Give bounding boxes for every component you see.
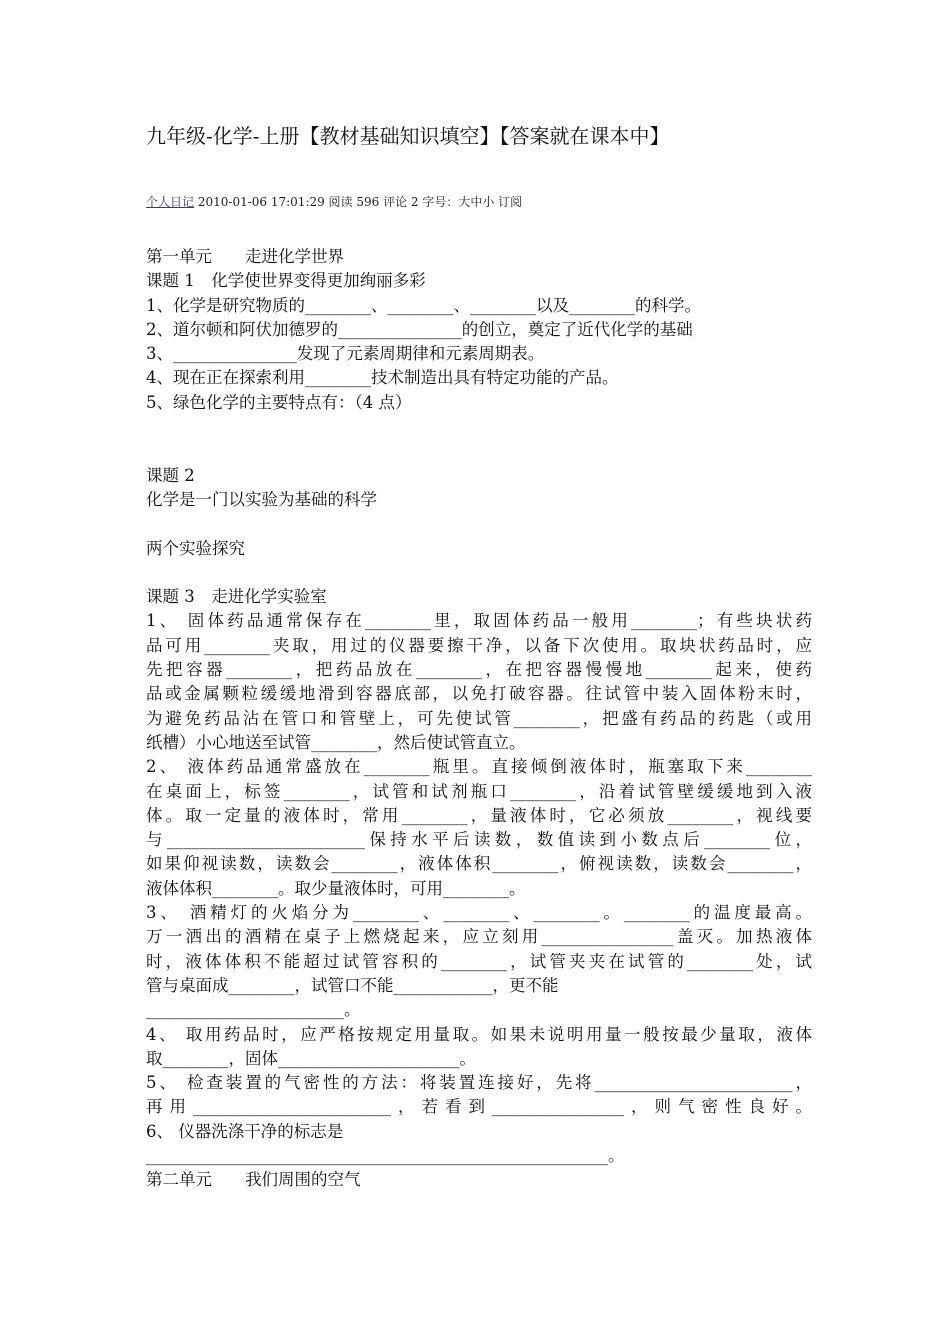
text-line: 液体体积________。取少量液体时，可用________。 [146, 878, 526, 898]
text-line: 体。取一定量的液体时，常用________，量液体时，它必须放________，视线要 [146, 805, 812, 825]
text-line: 先把容器________，把药品放在________，在把容器慢慢地________起来，使药 [146, 660, 812, 680]
text-line: 5、绿色化学的主要特点有：（4 点） [146, 392, 412, 412]
text-line: 课题 2 [146, 465, 195, 485]
post-info: 2010-01-06 17:01:29 阅读 596 评论 2 字号：大中小 订阅 [197, 195, 523, 209]
text-line: 取________，固体______________________。 [146, 1048, 476, 1068]
text-line: 品可用________夹取，用过的仪器要擦干净，以备下次使用。取块状药品时，应 [146, 635, 812, 655]
blank-line [146, 561, 812, 585]
text-line: 3、 酒精灯的火焰分为________、________、________。________的温度最高。 [146, 903, 812, 923]
text-line: 4、 取用药品时，应严格按规定用量取。如果未说明用量一般按最少量取，液体 [146, 1024, 812, 1044]
text-line: 与________________________保持水平后读数，数值读到小数点后________位， [146, 830, 812, 850]
text-line: 课题 1 化学使世界变得更加绚丽多彩 [146, 271, 426, 291]
document-title: 九年级-化学-上册【教材基础知识填空】【答案就在课本中】 [146, 124, 670, 148]
text-line: 3、_______________发现了元素周期律和元素周期表。 [146, 344, 545, 364]
text-line: 第一单元 走进化学世界 [146, 247, 344, 266]
text-line: 两个实验探究 [146, 538, 245, 558]
text-line: 第二单元 我们周围的空气 [146, 1170, 361, 1190]
text-line: 4、现在正在探索利用________技术制造出具有特定功能的产品。 [146, 368, 619, 388]
text-line: 2、道尔顿和阿伏加德罗的_______________的创立，奠定了近代化学的基础 [146, 319, 693, 339]
text-line: 1、 固体药品通常保存在________里，取固体药品一般用________；有些块状药 [146, 611, 812, 631]
text-line: 管与桌面成________，试管口不能____________，更不能 [146, 975, 559, 995]
text-line: 再用________________________，若看到________________，则气密性良好。 [146, 1097, 812, 1117]
text-line: 5、 检查装置的气密性的方法：将装置连接好，先将________________________， [146, 1073, 812, 1093]
blank-line [146, 415, 812, 439]
text-line: 如果仰视读数，读数会________，液体体积________，俯视读数，读数会________， [146, 854, 812, 874]
text-line: 1、化学是研究物质的________、________、________以及________的科学。 [146, 295, 701, 315]
post-meta [146, 193, 522, 210]
text-line: 万一洒出的酒精在桌子上燃烧起来，应立刻用________________盖灭。加热液体 [146, 927, 812, 947]
text-line: 时，液体体积不能超过试管容积的________，试管夹夹在试管的________处，试 [146, 951, 812, 971]
blank-line [146, 512, 812, 536]
document-body [146, 245, 812, 1193]
text-line: 品或金属颗粒缓缓地滑到容器底部，以免打破容器。往试管中装入固体粉末时， [146, 684, 812, 704]
text-line: 课题 3 走进化学实验室 [146, 587, 327, 607]
text-line: 6、 仪器洗涤干净的标志是 [146, 1121, 344, 1141]
text-line: 化学是一门以实验为基础的科学 [146, 489, 377, 509]
blank-line [146, 439, 812, 463]
text-line: 在桌面上，标签________，试管和试剂瓶口________，沿着试管壁缓缓地到入液 [146, 781, 812, 801]
category-link[interactable]: 个人日记 [146, 195, 195, 209]
text-line: ________________________。 [146, 1000, 361, 1020]
text-line: 2、 液体药品通常盛放在________瓶里。直接倾倒液体时，瓶塞取下来________ [146, 757, 812, 777]
text-line: 纸槽）小心地送至试管________，然后使试管直立。 [146, 732, 526, 752]
text-line: 为避免药品沾在管口和管壁上，可先使试管________，把盛有药品的药匙（或用 [146, 708, 812, 728]
text-line: ________________________________________________________。 [146, 1145, 625, 1165]
